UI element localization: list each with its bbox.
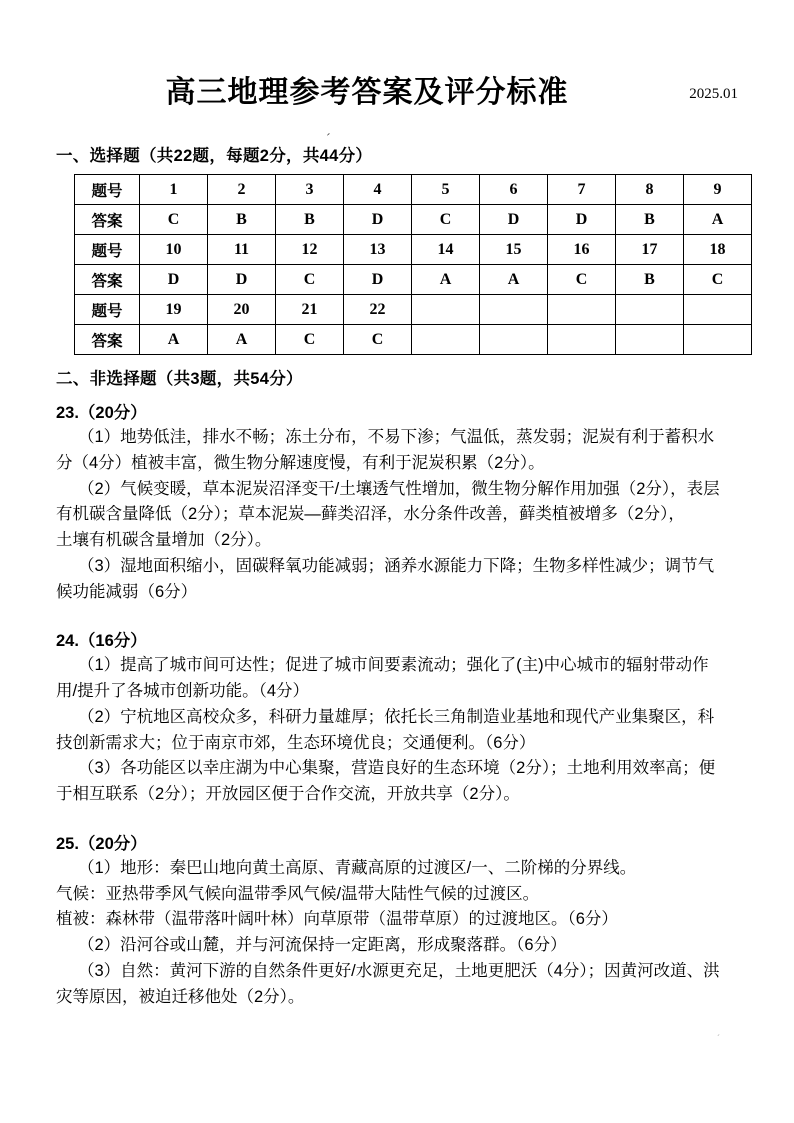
answer-line: 分（4分）植被丰富，微生物分解速度慢，有利于泥炭积累（2分）。 xyxy=(56,453,545,472)
table-cell: 19 xyxy=(140,295,208,325)
answer-line: （1）地形：秦巴山地向黄土高原、青藏高原的过渡区/一、二阶梯的分界线。 xyxy=(78,858,637,877)
table-cell: B xyxy=(616,205,684,235)
table-cell: C xyxy=(140,205,208,235)
section-2-heading: 二、非选择题（共3题，共54分） xyxy=(56,370,303,388)
table-cell: D xyxy=(548,205,616,235)
table-cell: 11 xyxy=(208,235,276,265)
table-cell xyxy=(548,325,616,355)
answer-key-table xyxy=(74,174,752,355)
table-cell: 5 xyxy=(412,175,480,205)
answer-line: 有机碳含量降低（2分）；草本泥炭—藓类沼泽，水分条件改善，藓类植被增多（2分）， xyxy=(56,505,685,524)
table-cell: 22 xyxy=(344,295,412,325)
table-cell: C xyxy=(684,265,752,295)
table-row xyxy=(75,235,752,265)
answer-line: （2）宁杭地区高校众多，科研力量雄厚；依托长三角制造业基地和现代产业集聚区，科 xyxy=(78,707,715,726)
table-cell xyxy=(480,325,548,355)
question-number-23: 23.（20分） xyxy=(56,404,147,422)
table-cell: 12 xyxy=(276,235,344,265)
table-cell: 14 xyxy=(412,235,480,265)
stray-mark: ˊ xyxy=(326,132,331,147)
answer-line: （3）湿地面积缩小，固碳释氧功能减弱；涵养水源能力下降；生物多样性减少；调节气 xyxy=(78,556,715,575)
table-row xyxy=(75,175,752,205)
page-title: 高三地理参考答案及评分标准 xyxy=(165,76,569,109)
table-cell: 20 xyxy=(208,295,276,325)
answer-line: （3）各功能区以幸庄湖为中心集聚，营造良好的生态环境（2分）；土地利用效率高；便 xyxy=(78,759,716,778)
table-cell: C xyxy=(344,325,412,355)
answer-line: 技创新需求大；位于南京市郊，生态环境优良；交通便利。（6分） xyxy=(56,733,536,752)
table-cell: A xyxy=(480,265,548,295)
table-cell: B xyxy=(276,205,344,235)
row-header-answer: 答案 xyxy=(75,265,140,295)
table-row xyxy=(75,325,752,355)
table-cell: 7 xyxy=(548,175,616,205)
table-cell: 10 xyxy=(140,235,208,265)
table-cell: 3 xyxy=(276,175,344,205)
table-cell: 17 xyxy=(616,235,684,265)
table-cell: D xyxy=(208,265,276,295)
table-cell: C xyxy=(276,325,344,355)
table-cell: A xyxy=(208,325,276,355)
table-cell: A xyxy=(412,265,480,295)
table-cell: B xyxy=(208,205,276,235)
row-header-question: 题号 xyxy=(75,175,140,205)
answer-line: （3）自然：黄河下游的自然条件更好/水源更充足，土地更肥沃（4分）；因黄河改道、洪 xyxy=(78,961,720,980)
section-1-heading: 一、选择题（共22题，每题2分，共44分） xyxy=(56,147,373,165)
answer-line: 于相互联系（2分）；开放园区便于合作交流，开放共享（2分）。 xyxy=(56,785,520,803)
table-cell: 9 xyxy=(684,175,752,205)
table-row xyxy=(75,205,752,235)
answer-line: （2）沿河谷或山麓，并与河流保持一定距离，形成聚落群。（6分） xyxy=(78,936,567,954)
table-cell xyxy=(412,295,480,325)
table-cell: C xyxy=(412,205,480,235)
answer-line: 气候：亚热带季风气候向温带季风气候/温带大陆性气候的过渡区。 xyxy=(56,884,540,903)
table-cell: A xyxy=(140,325,208,355)
answer-line: 用/提升了各城市创新功能。（4分） xyxy=(56,682,310,700)
answer-line: 候功能减弱（6分） xyxy=(56,582,198,601)
table-cell xyxy=(616,295,684,325)
table-cell xyxy=(684,325,752,355)
table-cell: 2 xyxy=(208,175,276,205)
answer-line: （1）提高了城市间可达性；促进了城市间要素流动；强化了(主)中心城市的辐射带动作 xyxy=(78,656,709,675)
table-cell: C xyxy=(548,265,616,295)
question-block-25 xyxy=(56,830,738,1010)
table-cell: 13 xyxy=(344,235,412,265)
scan-artifact: ˏ xyxy=(716,1025,720,1037)
table-cell: 6 xyxy=(480,175,548,205)
answer-line: 土壤有机碳含量增加（2分）。 xyxy=(56,531,272,549)
answer-line: 植被：森林带（温带落叶阔叶林）向草原带（温带草原）的过渡地区。（6分） xyxy=(56,910,618,929)
row-header-answer: 答案 xyxy=(75,325,140,355)
table-cell: D xyxy=(344,205,412,235)
row-header-question: 题号 xyxy=(75,295,140,325)
row-header-answer: 答案 xyxy=(75,205,140,235)
table-cell: 15 xyxy=(480,235,548,265)
title-row xyxy=(56,70,738,147)
table-row xyxy=(75,295,752,325)
answer-line: （1）地势低洼，排水不畅；冻土分布，不易下渗；气温低，蒸发弱；泥炭有利于蓄积水 xyxy=(78,428,715,446)
table-cell: C xyxy=(276,265,344,295)
question-block-23 xyxy=(56,399,738,604)
table-cell: A xyxy=(684,205,752,235)
table-cell xyxy=(412,325,480,355)
table-cell xyxy=(616,325,684,355)
answer-line: （2）气候变暖，草本泥炭沼泽变干/土壤透气性增加，微生物分解作用加强（2分），表层 xyxy=(78,479,720,498)
document-date: 2025.01 xyxy=(689,86,738,102)
row-header-question: 题号 xyxy=(75,235,140,265)
table-cell: 8 xyxy=(616,175,684,205)
table-cell: D xyxy=(140,265,208,295)
table-row xyxy=(75,265,752,295)
table-cell xyxy=(684,295,752,325)
question-number-25: 25.（20分） xyxy=(56,834,147,853)
table-cell: D xyxy=(480,205,548,235)
table-cell: B xyxy=(616,265,684,295)
table-cell: 1 xyxy=(140,175,208,205)
table-cell: 16 xyxy=(548,235,616,265)
table-cell: 4 xyxy=(344,175,412,205)
table-cell xyxy=(480,295,548,325)
table-cell: D xyxy=(344,265,412,295)
question-block-24 xyxy=(56,627,738,807)
table-cell xyxy=(548,295,616,325)
table-cell: 18 xyxy=(684,235,752,265)
answer-line: 灾等原因，被迫迁移他处（2分）。 xyxy=(56,987,305,1006)
question-number-24: 24.（16分） xyxy=(56,632,147,651)
table-cell: 21 xyxy=(276,295,344,325)
